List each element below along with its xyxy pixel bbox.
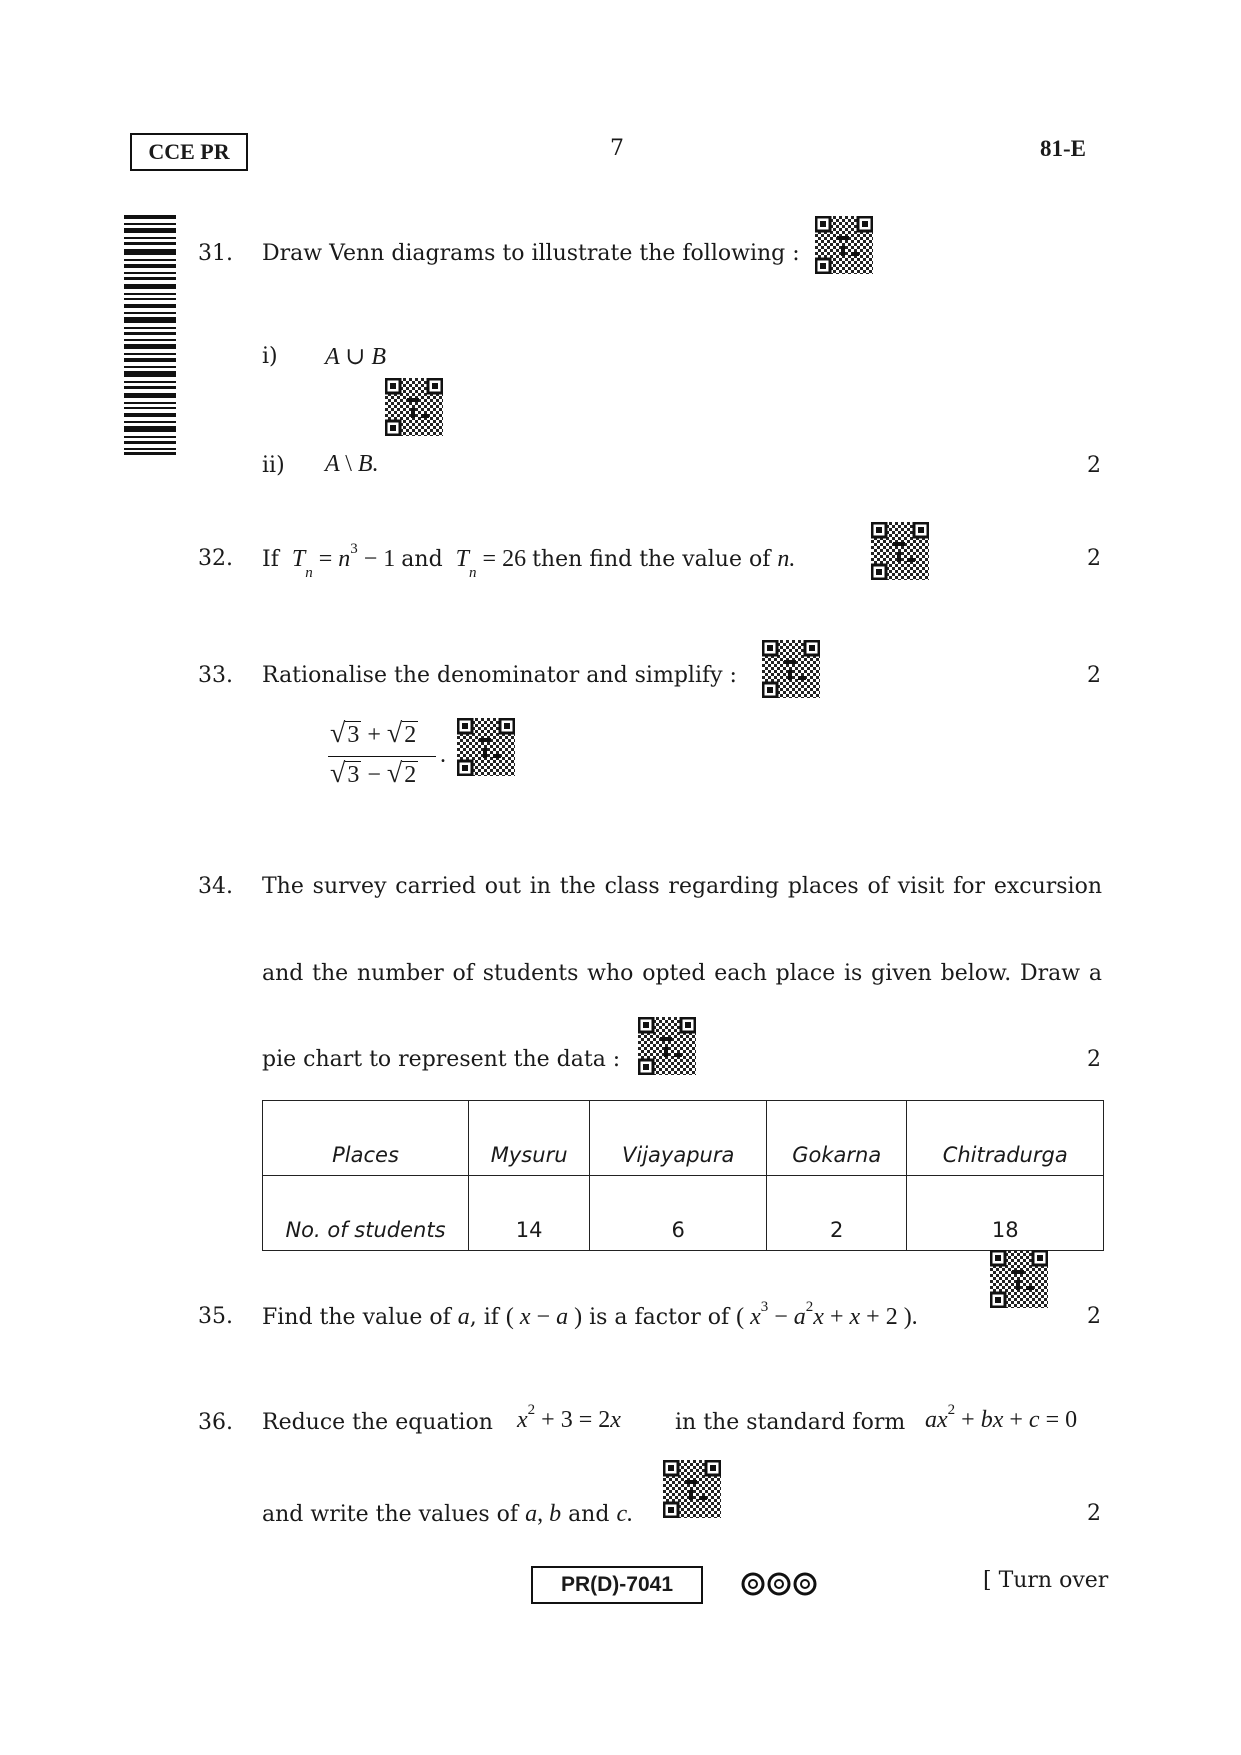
q36-text1: Reduce the equation xyxy=(262,1410,493,1435)
q32-and: and xyxy=(401,547,443,572)
q36-equation: $x^2 + 3 = 2x$ xyxy=(517,1402,621,1433)
q35-a: a xyxy=(457,1304,470,1330)
q31-number: 31. xyxy=(198,241,233,266)
q36-line2b: and xyxy=(568,1502,610,1527)
q31-marks: 2 xyxy=(1087,453,1101,478)
q31-text: Draw Venn diagrams to illustrate the following : xyxy=(262,241,800,266)
q35-text3: is a factor of xyxy=(589,1305,730,1330)
turn-over-label: [ Turn over xyxy=(983,1568,1109,1593)
table-row xyxy=(263,1101,1104,1176)
q35-marks: 2 xyxy=(1087,1304,1101,1329)
q35-number: 35. xyxy=(198,1304,233,1329)
q33-qr-icon xyxy=(762,640,820,698)
page-number: 7 xyxy=(610,136,624,161)
q36-line2a: and write the values of xyxy=(262,1502,519,1527)
table-row-label: No. of students xyxy=(263,1176,469,1251)
q32-expr1: $T_n = n^3 - 1$ xyxy=(285,541,402,581)
table-header-label: Places xyxy=(263,1101,469,1176)
q32-n: n. xyxy=(777,546,796,572)
q35-text xyxy=(262,1299,918,1332)
q36-marks: 2 xyxy=(1087,1501,1101,1526)
q33-marks: 2 xyxy=(1087,663,1101,688)
q31-item-i-qr-icon xyxy=(385,378,443,436)
table-place-cell: Gokarna xyxy=(767,1101,907,1176)
q34-line1: The survey carried out in the class regarding places of visit for excursion xyxy=(262,874,1102,899)
q35-factor: ( x − a ) xyxy=(505,1304,583,1330)
q32-expr2: $T_n = 26$ xyxy=(449,546,533,581)
q32-number: 32. xyxy=(198,546,233,571)
q36-line2 xyxy=(262,1500,633,1529)
header-left-box: CCE PR xyxy=(130,133,248,171)
q33-text: Rationalise the denominator and simplify : xyxy=(262,663,737,688)
table-row xyxy=(263,1176,1104,1251)
q36-qr-icon xyxy=(663,1460,721,1518)
q36-ab: a, b xyxy=(525,1501,562,1527)
table-value-cell: 14 xyxy=(469,1176,590,1251)
table-place-cell: Mysuru xyxy=(469,1101,590,1176)
footer-flower-icons xyxy=(740,1570,820,1598)
q32-text xyxy=(262,541,796,581)
q34-line2: and the number of students who opted each place is given below. Draw a xyxy=(262,961,1102,986)
barcode xyxy=(124,215,176,455)
q35-poly: ( $x^3 - a^2x + x + 2$ ). xyxy=(736,1299,918,1330)
q32-marks: 2 xyxy=(1087,546,1101,571)
q36-c: c. xyxy=(616,1501,634,1527)
table-value-cell: 2 xyxy=(767,1176,907,1251)
q32-then: then find the value of xyxy=(532,547,771,572)
q35-qr-icon xyxy=(990,1250,1048,1308)
q34-number: 34. xyxy=(198,874,233,899)
q33-expr-qr-icon xyxy=(457,718,515,776)
q36-number: 36. xyxy=(198,1410,233,1435)
q34-marks: 2 xyxy=(1087,1047,1101,1072)
paper-code: 81-E xyxy=(1040,136,1086,161)
q31-item-ii-expr: A \ B. xyxy=(325,451,379,477)
q34-qr-icon xyxy=(638,1017,696,1075)
q35-text1: Find the value of xyxy=(262,1305,451,1330)
table-place-cell: Vijayapura xyxy=(590,1101,767,1176)
q33-number: 33. xyxy=(198,663,233,688)
q32-if: If xyxy=(262,547,279,572)
q36-text2: in the standard form xyxy=(675,1410,906,1435)
q31-qr-icon xyxy=(815,216,873,274)
q36-standard-form: $ax^2$ + bx + c = 0 xyxy=(925,1402,1078,1433)
footer-code-box: PR(D)-7041 xyxy=(531,1566,703,1604)
q31-item-i-label: i) xyxy=(262,344,278,369)
q32-qr-icon xyxy=(871,522,929,580)
q35-text2: , if xyxy=(469,1305,499,1330)
q34-table xyxy=(262,1100,1104,1251)
table-place-cell: Chitradurga xyxy=(907,1101,1104,1176)
q34-line3: pie chart to represent the data : xyxy=(262,1047,621,1072)
table-value-cell: 18 xyxy=(907,1176,1104,1251)
q31-item-i-expr: A ∪ B xyxy=(325,344,387,370)
table-value-cell: 6 xyxy=(590,1176,767,1251)
q31-item-ii-label: ii) xyxy=(262,453,285,478)
